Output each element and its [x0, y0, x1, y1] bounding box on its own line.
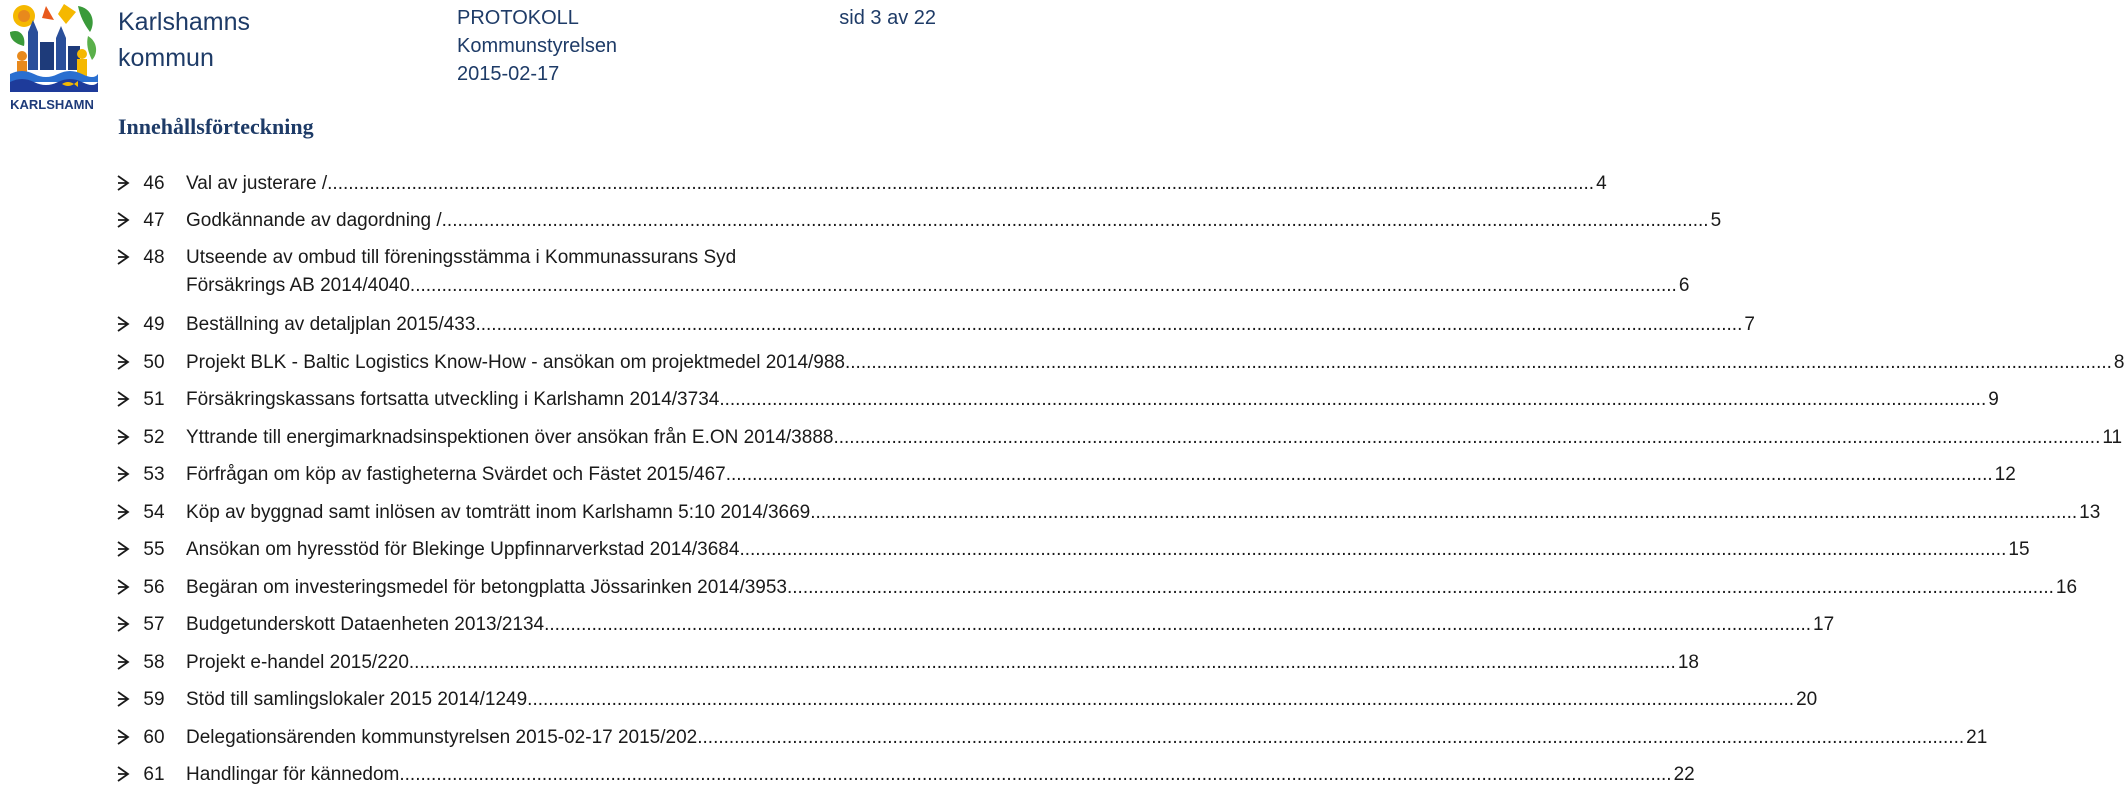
toc-entry-title: Delegationsärenden kommunstyrelsen 2015-02-17 2015/202 [186, 727, 698, 748]
toc-entry-title: Ansökan om hyresstöd för Blekinge Uppfinnarverkstad 2014/3684 [186, 539, 740, 560]
toc-entry-title: Stöd till samlingslokaler 2015 2014/1249 [186, 689, 528, 710]
page-number: sid 3 av 22 [839, 7, 936, 29]
toc-entry-page: 9 [1988, 389, 1999, 410]
toc-entry-title: Beställning av detaljplan 2015/433 [186, 314, 476, 335]
toc-leader-dots [527, 686, 1794, 714]
toc-entry-number: 50 [143, 352, 165, 373]
toc-leader-dots [327, 170, 1594, 198]
toc-entry-page: 18 [1677, 652, 1699, 673]
toc-entry-page: 22 [1673, 764, 1695, 785]
toc-entry-title: Köp av byggnad samt inlösen av tomträtt inom Karlshamn 5:10 2014/3669 [186, 502, 811, 523]
toc-leader-dots [475, 311, 1742, 339]
toc-entry-page: 15 [2008, 539, 2030, 560]
toc-entry-page: 20 [1796, 689, 1818, 710]
toc-leader-dots [845, 349, 2112, 377]
bullet-icon [116, 426, 130, 448]
committee-name: Kommunstyrelsen [457, 35, 618, 57]
toc-entry-page: 4 [1596, 173, 1607, 194]
toc-entry-page: 8 [2113, 352, 2125, 373]
protocol-header [457, 4, 617, 88]
bullet-icon [116, 538, 130, 560]
toc-entry-title: Handlingar för kännedom. [186, 764, 405, 785]
toc-entry-number: 59 [143, 689, 165, 710]
toc-leader-dots [410, 272, 1677, 300]
bullet-icon [116, 651, 130, 673]
doc-type: PROTOKOLL [457, 7, 579, 29]
toc-leader-dots [726, 461, 1993, 489]
toc-entry-number: 57 [143, 614, 165, 635]
org-name-line1: Karlshamns [118, 8, 250, 36]
toc-entry-title: Begäran om investeringsmedel för betongplatta Jössarinken 2014/3953 [186, 577, 787, 598]
toc-leader-dots [719, 386, 1986, 414]
toc-entry-number: 53 [143, 464, 165, 485]
toc-leader-dots [544, 611, 1811, 639]
toc-entry-title: Förfrågan om köp av fastigheterna Svärdet och Fästet 2015/467 [186, 464, 726, 485]
bullet-icon [116, 726, 130, 748]
toc-entry-number: 48 [143, 247, 165, 268]
toc-entry-number: 49 [143, 314, 165, 335]
toc-leader-dots [697, 724, 1964, 752]
toc-entry-page: 7 [1744, 314, 1755, 335]
bullet-icon [116, 613, 130, 635]
bullet-icon [116, 388, 130, 410]
bullet-icon [116, 501, 130, 523]
toc-entry-page: 13 [2079, 502, 2101, 523]
toc-entry-number: 52 [143, 427, 165, 448]
meeting-date: 2015-02-17 [457, 63, 560, 85]
logo-text: KARLSHAMN [10, 97, 94, 112]
bullet-icon [116, 463, 130, 485]
toc-entry-page: 6 [1678, 275, 1690, 296]
toc-entry-number: 55 [143, 539, 165, 560]
bullet-icon [116, 246, 130, 268]
toc-entry-title: Försäkringskassans fortsatta utveckling i Karlshamn 2014/3734 [186, 389, 720, 410]
toc-entry-number: 61 [143, 764, 165, 785]
toc-title: Innehållsförteckning [118, 114, 314, 139]
bullet-icon [116, 209, 130, 231]
toc-entry-page: 5 [1710, 210, 1722, 231]
bullet-icon [116, 763, 130, 785]
toc-leader-dots [405, 761, 1672, 789]
toc-entry-title: Val av justerare / [186, 173, 328, 194]
toc-entry-page: 21 [1966, 727, 1988, 748]
toc-leader-dots [409, 649, 1676, 677]
toc-entry-page: 16 [2055, 577, 2078, 598]
toc-entry-page: 12 [1994, 464, 2016, 485]
toc-entry-title: Projekt BLK - Baltic Logistics Know-How - ansökan om projektmedel 2014/988 [186, 352, 845, 373]
toc-entry-number: 54 [143, 502, 165, 523]
toc-entry-number: 46 [143, 173, 165, 194]
karlshamn-logo [6, 2, 98, 114]
bullet-icon [116, 313, 130, 335]
toc-entry-page: 11 [2102, 427, 2123, 448]
toc-leader-dots [810, 499, 2077, 527]
toc-entry-number: 47 [143, 210, 165, 231]
bullet-icon [116, 576, 130, 598]
bullet-icon [116, 172, 130, 194]
toc-leader-dots [739, 536, 2006, 564]
bullet-icon [116, 688, 130, 710]
toc-entry-number: 58 [143, 652, 165, 673]
toc-entry-number: 60 [143, 727, 165, 748]
bullet-icon [116, 351, 130, 373]
toc-entry-number: 51 [143, 389, 165, 410]
toc-entry-title: Utseende av ombud till föreningsstämma i Kommunassurans Syd [186, 247, 737, 268]
toc-entry-title: Budgetunderskott Dataenheten 2013/2134 [186, 614, 545, 635]
toc-leader-dots [442, 207, 1709, 235]
toc-entry-title: Projekt e-handel 2015/220 [186, 652, 409, 673]
toc-entry-title: Yttrande till energimarknadsinspektionen över ansökan från E.ON 2014/3888 [186, 427, 834, 448]
org-name-line2: kommun [118, 44, 214, 72]
toc-leader-dots [833, 424, 2100, 452]
toc-entry-title: Försäkrings AB 2014/4040 [186, 275, 410, 296]
toc-leader-dots [787, 574, 2054, 602]
org-name [118, 4, 250, 76]
toc-entry-number: 56 [143, 577, 165, 598]
toc-entry-title: Godkännande av dagordning / [186, 210, 442, 231]
toc-entry-page: 17 [1813, 614, 1835, 635]
